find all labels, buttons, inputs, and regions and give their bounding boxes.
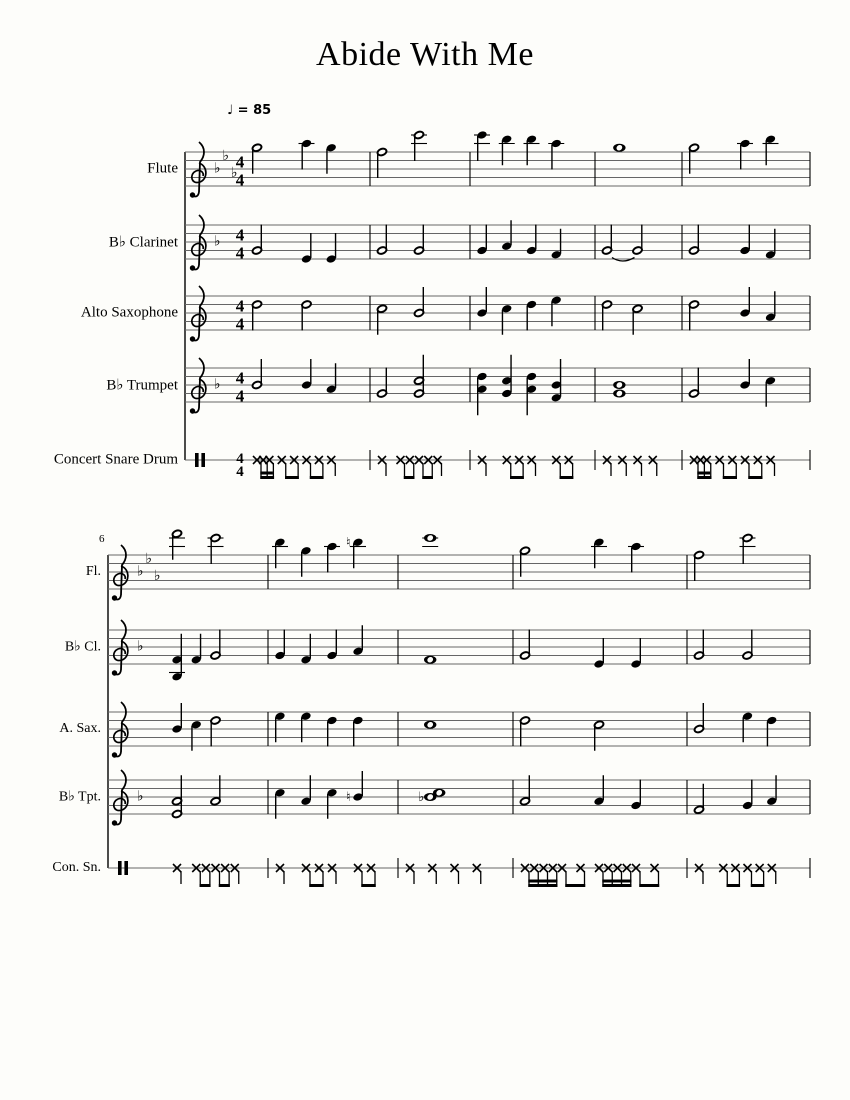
svg-text:4: 4 — [235, 225, 245, 245]
svg-text:♭: ♭ — [214, 233, 221, 250]
svg-text:♮: ♮ — [346, 535, 351, 551]
svg-text:♭: ♭ — [145, 550, 153, 567]
svg-text:4: 4 — [235, 152, 245, 172]
svg-text:♭: ♭ — [214, 376, 221, 393]
instrument-label-concert-snare-drum: Concert Snare Drum — [53, 451, 178, 468]
svg-text:4: 4 — [235, 368, 245, 388]
svg-text:4: 4 — [235, 314, 245, 334]
svg-text:4: 4 — [235, 170, 245, 190]
instrument-label-b-clarinet: B♭ Clarinet — [108, 234, 178, 251]
svg-text:4: 4 — [236, 451, 244, 467]
svg-text:♭: ♭ — [137, 788, 144, 805]
system-1 — [185, 130, 810, 480]
staff-b-clarinet — [185, 215, 810, 271]
svg-text:4: 4 — [236, 464, 244, 480]
staff-b-cl — [108, 620, 810, 682]
tempo-marking: ♩ = 85 — [227, 103, 272, 118]
staff-flute — [185, 130, 810, 198]
instrument-label-b-trumpet: B♭ Trumpet — [106, 377, 178, 394]
instrument-label-fl: Fl. — [85, 564, 101, 579]
instrument-label-alto-saxophone: Alto Saxophone — [80, 304, 178, 321]
svg-text:4: 4 — [235, 386, 245, 406]
svg-text:4: 4 — [235, 243, 245, 263]
svg-text:♭: ♭ — [137, 563, 144, 580]
svg-text:♮: ♮ — [346, 790, 351, 805]
staff-alto-saxophone — [185, 286, 810, 342]
system-2 — [108, 529, 810, 887]
staff-b-tpt — [108, 770, 810, 826]
staff-a-sax — [108, 702, 810, 758]
measure-number: 6 — [99, 533, 105, 545]
instrument-label-b-cl: B♭ Cl. — [64, 639, 101, 655]
svg-text:4: 4 — [235, 296, 245, 316]
svg-text:♭: ♭ — [137, 638, 144, 655]
svg-text:♭: ♭ — [222, 147, 230, 164]
staff-concert-snare-drum — [185, 450, 810, 480]
staff-fl — [108, 529, 810, 600]
svg-text:♭: ♭ — [231, 164, 238, 181]
score-title: Abide With Me — [316, 36, 534, 73]
instrument-label-flute: Flute — [147, 160, 178, 177]
instrument-label-a-sax: A. Sax. — [59, 721, 101, 736]
instrument-label-con-sn: Con. Sn. — [52, 860, 101, 875]
staff-b-trumpet — [185, 355, 810, 416]
svg-text:♭: ♭ — [418, 790, 425, 805]
svg-text:♭: ♭ — [214, 160, 221, 177]
staff-con-sn — [108, 858, 810, 887]
instrument-label-b-tpt: B♭ Tpt. — [58, 789, 101, 805]
svg-text:♭: ♭ — [154, 567, 161, 584]
